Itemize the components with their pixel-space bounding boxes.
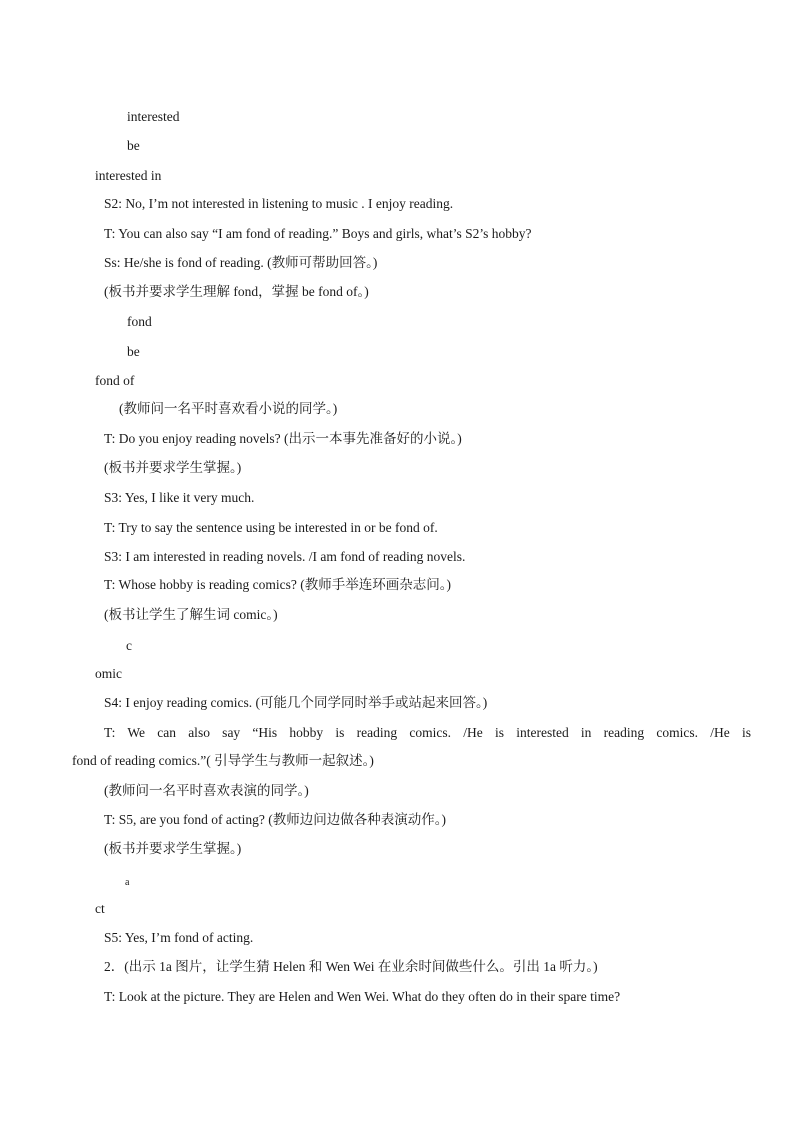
dialogue-line-teacher: T: Look at the picture. They are Helen and Wen Wei. What do they often do in their spare time? bbox=[104, 989, 621, 1004]
dialogue-line-ss: Ss: He/she is fond of reading. (教师可帮助回答。) bbox=[104, 255, 378, 270]
dialogue-line-continuation: fond of reading comics.”( 引导学生与教师一起叙述。) bbox=[72, 753, 374, 768]
board-word-interested: interested bbox=[127, 109, 180, 124]
dialogue-line-s3: S3: Yes, I like it very much. bbox=[104, 490, 255, 505]
dialogue-line-s5: S5: Yes, I’m fond of acting. bbox=[104, 930, 254, 945]
instruction-note: (板书并要求学生掌握。) bbox=[104, 460, 242, 475]
board-phrase-interested-in: interested in bbox=[95, 168, 162, 183]
instruction-note: (板书并要求学生掌握。) bbox=[104, 841, 242, 856]
board-word-ct: ct bbox=[95, 901, 105, 916]
instruction-note: (教师问一名平时喜欢看小说的同学。) bbox=[119, 401, 338, 416]
dialogue-line-teacher: T: S5, are you fond of acting? (教师边问边做各种表演动作。) bbox=[104, 812, 447, 827]
dialogue-line-teacher: T: Try to say the sentence using be interested in or be fond of. bbox=[104, 520, 438, 535]
board-word-omic: omic bbox=[95, 666, 122, 681]
instruction-note: (板书并要求学生理解 fond，掌握 be fond of。) bbox=[104, 284, 369, 299]
dialogue-line-s2: S2: No, I’m not interested in listening to music . I enjoy reading. bbox=[104, 196, 454, 211]
board-word-be: be bbox=[127, 344, 140, 359]
board-letter-c: c bbox=[126, 638, 132, 653]
board-phrase-fond-of: fond of bbox=[95, 373, 135, 388]
dialogue-line-teacher: T: Whose hobby is reading comics? (教师手举连环画杂志问。) bbox=[104, 577, 452, 592]
board-word-be: be bbox=[127, 138, 140, 153]
board-letter-a: a bbox=[125, 877, 130, 888]
instruction-note: (教师问一名平时喜欢表演的同学。) bbox=[104, 783, 309, 798]
dialogue-line-teacher: T: You can also say “I am fond of reading.” Boys and girls, what’s S2’s hobby? bbox=[104, 226, 532, 241]
dialogue-line-teacher: T: Do you enjoy reading novels? (出示一本事先准备好的小说。) bbox=[104, 431, 462, 446]
step-heading: 2．(出示 1a 图片，让学生猜 Helen 和 Wen Wei 在业余时间做些什么。引出 1a 听力。) bbox=[104, 959, 598, 974]
board-word-fond: fond bbox=[127, 314, 152, 329]
instruction-note: (板书让学生了解生词 comic。) bbox=[104, 607, 278, 622]
dialogue-line-s4: S4: I enjoy reading comics. (可能几个同学同时举手或站起来回答。) bbox=[104, 695, 488, 710]
dialogue-line-s3: S3: I am interested in reading novels. /I am fond of reading novels. bbox=[104, 549, 466, 564]
dialogue-line-teacher: T: We can also say “His hobby is reading comics. /He is interested in reading comics. /He is bbox=[104, 725, 751, 740]
